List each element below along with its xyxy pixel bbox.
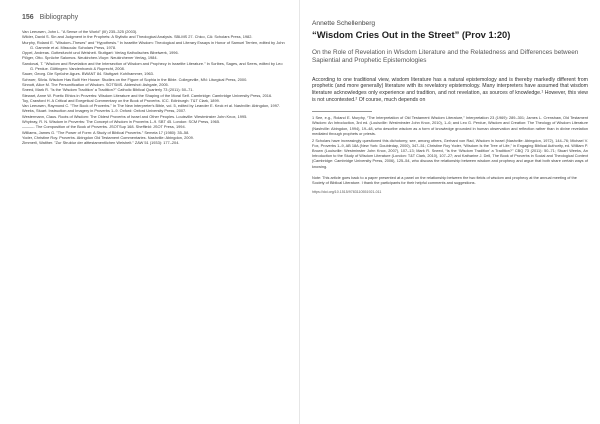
author-note: Note: This article goes back to a paper presented at a panel on the relationship between the two fields of wisdom and prophecy at the annual meeting of the Society of Biblical Literature. I thank the participants for their helpful comments and suggestions.	[312, 175, 577, 185]
running-head-title: Bibliography	[39, 14, 79, 21]
reference-entry: Schroer, Silvia. Wisdom Has Built Her House: Studies on the Figure of Sophia in the Bible. Collegeville, MN: Liturgical Press, 2000.	[22, 76, 248, 82]
reference-entry: Wilder, David S. Sin and Judgment in the Prophets: A Stylistic and Theological Analysis. SBLMS 27. Chico, CA: Scholars Press, 1982.	[22, 34, 253, 40]
reference-entry: Zimmerli, Walther. "Zur Struktur der alttestamentlichen Weisheit." ZAW 51 (1933): 177–204.	[22, 140, 180, 146]
footnote: 2 Scholars have increasingly questioned this dichotomy; see, among others, Gerhard von Rad, Wisdom in Israel (Nashville: Abingdon, 1972), 144–76; Michael V. Fox, Proverbs 1–9, AB 18A (New York: Doubleday, 2000), 347–51; Christine Roy Yoder, “Wisdom Is the Tree of Life,” in Engaging Biblical Authority, ed. William P. Brown (Louisville: Westminster John Knox, 2007), 107–13; Mark R. Sneed, “Is the ‘Wisdom Tradition’ a Tradition?” CBQ 73 (2011): 50–71; Stuart Weeks, An Introduction to the Study of Wisdom Literature (London: T&T Clark, 2010), 107–27; and Katharine J. Dell, The Book of Proverbs in Social and Theological Context (Cambridge: Cambridge University Press, 2006), 125–54, who discuss the relationship between wisdom and prophecy and argue that both share certain ways of knowing.	[312, 138, 588, 169]
reference-entry: Whybray, R. N. Wisdom in Proverbs: The Concept of Wisdom in Proverbs 1–9. SBT 45. London: SCM Press, 1965.	[22, 119, 221, 125]
reference-entry: Sandoval, T. "Wisdom and Revelation and the Intersection of Wisdom and Prophecy in Israelite Literature." In Scribes, Sages, and Seers, edited by Leo G. Perdue. Göttingen: Vandenhoeck & Ruprecht, 2008.	[22, 60, 283, 72]
reference-entry: Toy, Crawford H. A Critical and Exegetical Commentary on the Book of Proverbs. ICC. Edinburgh: T&T Clark, 1899.	[22, 97, 220, 103]
doi-link[interactable]: https://doi.org/10.1515/9783110551921-011	[312, 190, 382, 195]
reference-entry: Williams, James G. "The Power of Form: A Study of Biblical Proverbs." Semeia 17 (1980): 35–58.	[22, 129, 190, 135]
reference-list	[22, 29, 286, 146]
reference-entry: Sinnott, Alice M. The Personification of Wisdom. SOTSMS. Aldershot: Ashgate, 2005.	[22, 81, 169, 87]
footnote-rule	[312, 111, 372, 112]
reference-entry: Murphy, Roland E. "Wisdom–Theses" and "Hypothesis." In Israelite Wisdom: Theological and Literary Essays in Honor of Samuel Terrien, edited by John G. Gammie et al. Missoula: Scholars Press, 1978.	[22, 39, 285, 50]
page-number: 156	[22, 14, 34, 21]
reference-entry: Van Leeuwen, Raymond C. "The Book of Proverbs." In The New Interpreter's Bible, vol. 5, edited by Leander E. Keck et al. Nashville: Abingdon, 1997.	[22, 103, 281, 109]
article-title: “Wisdom Cries Out in the Street” (Prov 1:20)	[312, 29, 511, 40]
reference-entry: Stewart, Anne W. Poetic Ethics in Proverbs: Wisdom Literature and the Shaping of the Moral Self. Cambridge: Cambridge University Press, 2016.	[22, 92, 273, 98]
reference-entry: Van Leeuwen, John L. "A Sense of the World" (III) 235–325 (2003).	[22, 29, 138, 34]
reference-entry: Yoder, Christine Roy. Proverbs. Abingdon Old Testament Commentaries. Nashville: Abingdon, 2009.	[22, 134, 194, 140]
article-subtitle: On the Role of Revelation in Wisdom Literature and the Relatedness and Differences between Sapiential and Prophetic Epistemologies	[312, 49, 579, 64]
reference-entry: Sauer, Georg. Die Sprüche Agurs. BWANT 84. Stuttgart: Kohlhammer, 1963.	[22, 71, 154, 77]
reference-entry: ———. The Composition of the Book of Proverbs. JSOTSup 168. Sheffield: JSOT Press, 1994.	[22, 124, 186, 130]
reference-entry: Westermann, Claus. Roots of Wisdom: The Oldest Proverbs of Israel and Other Peoples. Louisville: Westminster John Knox, 1995.	[22, 113, 248, 119]
article-author: Annette Schellenberg	[312, 20, 376, 27]
reference-entry: Oppel, Andreas. Gottesfurcht und Weisheit. Stuttgart: Verlag Katholisches Bibelwerk, 1996.	[22, 50, 179, 56]
reference-entry: Sneed, Mark R. "Is the 'Wisdom Tradition' a Tradition?" Catholic Biblical Quarterly 73 (2011): 50–71.	[22, 87, 194, 93]
footnote: 1 See, e.g., Roland E. Murphy, “The Interpretation of Old Testament Wisdom Literature,” Interpretation 23 (1969): 289–301; James L. Crenshaw, Old Testament Wisdom: An Introduction, 3rd ed. (Louisville: Westminster John Knox, 2010), 1–6; and Leo G. Perdue, Wisdom and Creation: The Theology of Wisdom Literature (Nashville: Abingdon, 1994), 19–48, who describe wisdom as a form of knowledge grounded in human observation and reflection rather than in divine revelation mediated through prophets or priests.	[312, 116, 588, 136]
reference-entry: Plöger, Otto. Sprüche Salomos. Neukirchen-Vluyn: Neukirchener Verlag, 1984.	[22, 55, 158, 61]
body-paragraph: According to one traditional view, wisdom literature has a natural epistemology and is thereby markedly different from prophetic (and more generally) literature with its revelatory epistemology. Many interpreters have assumed that wisdom literature acknowledges only experience and tradition, and not revelation, as sources of knowledge.¹ However, this view is not uncontested.² Of course, much depends on	[312, 76, 588, 103]
right-page	[300, 0, 600, 424]
reference-entry: Weeks, Stuart. Instruction and Imagery in Proverbs 1–9. Oxford: Oxford University Press, 2007.	[22, 108, 187, 114]
running-head	[22, 14, 286, 21]
